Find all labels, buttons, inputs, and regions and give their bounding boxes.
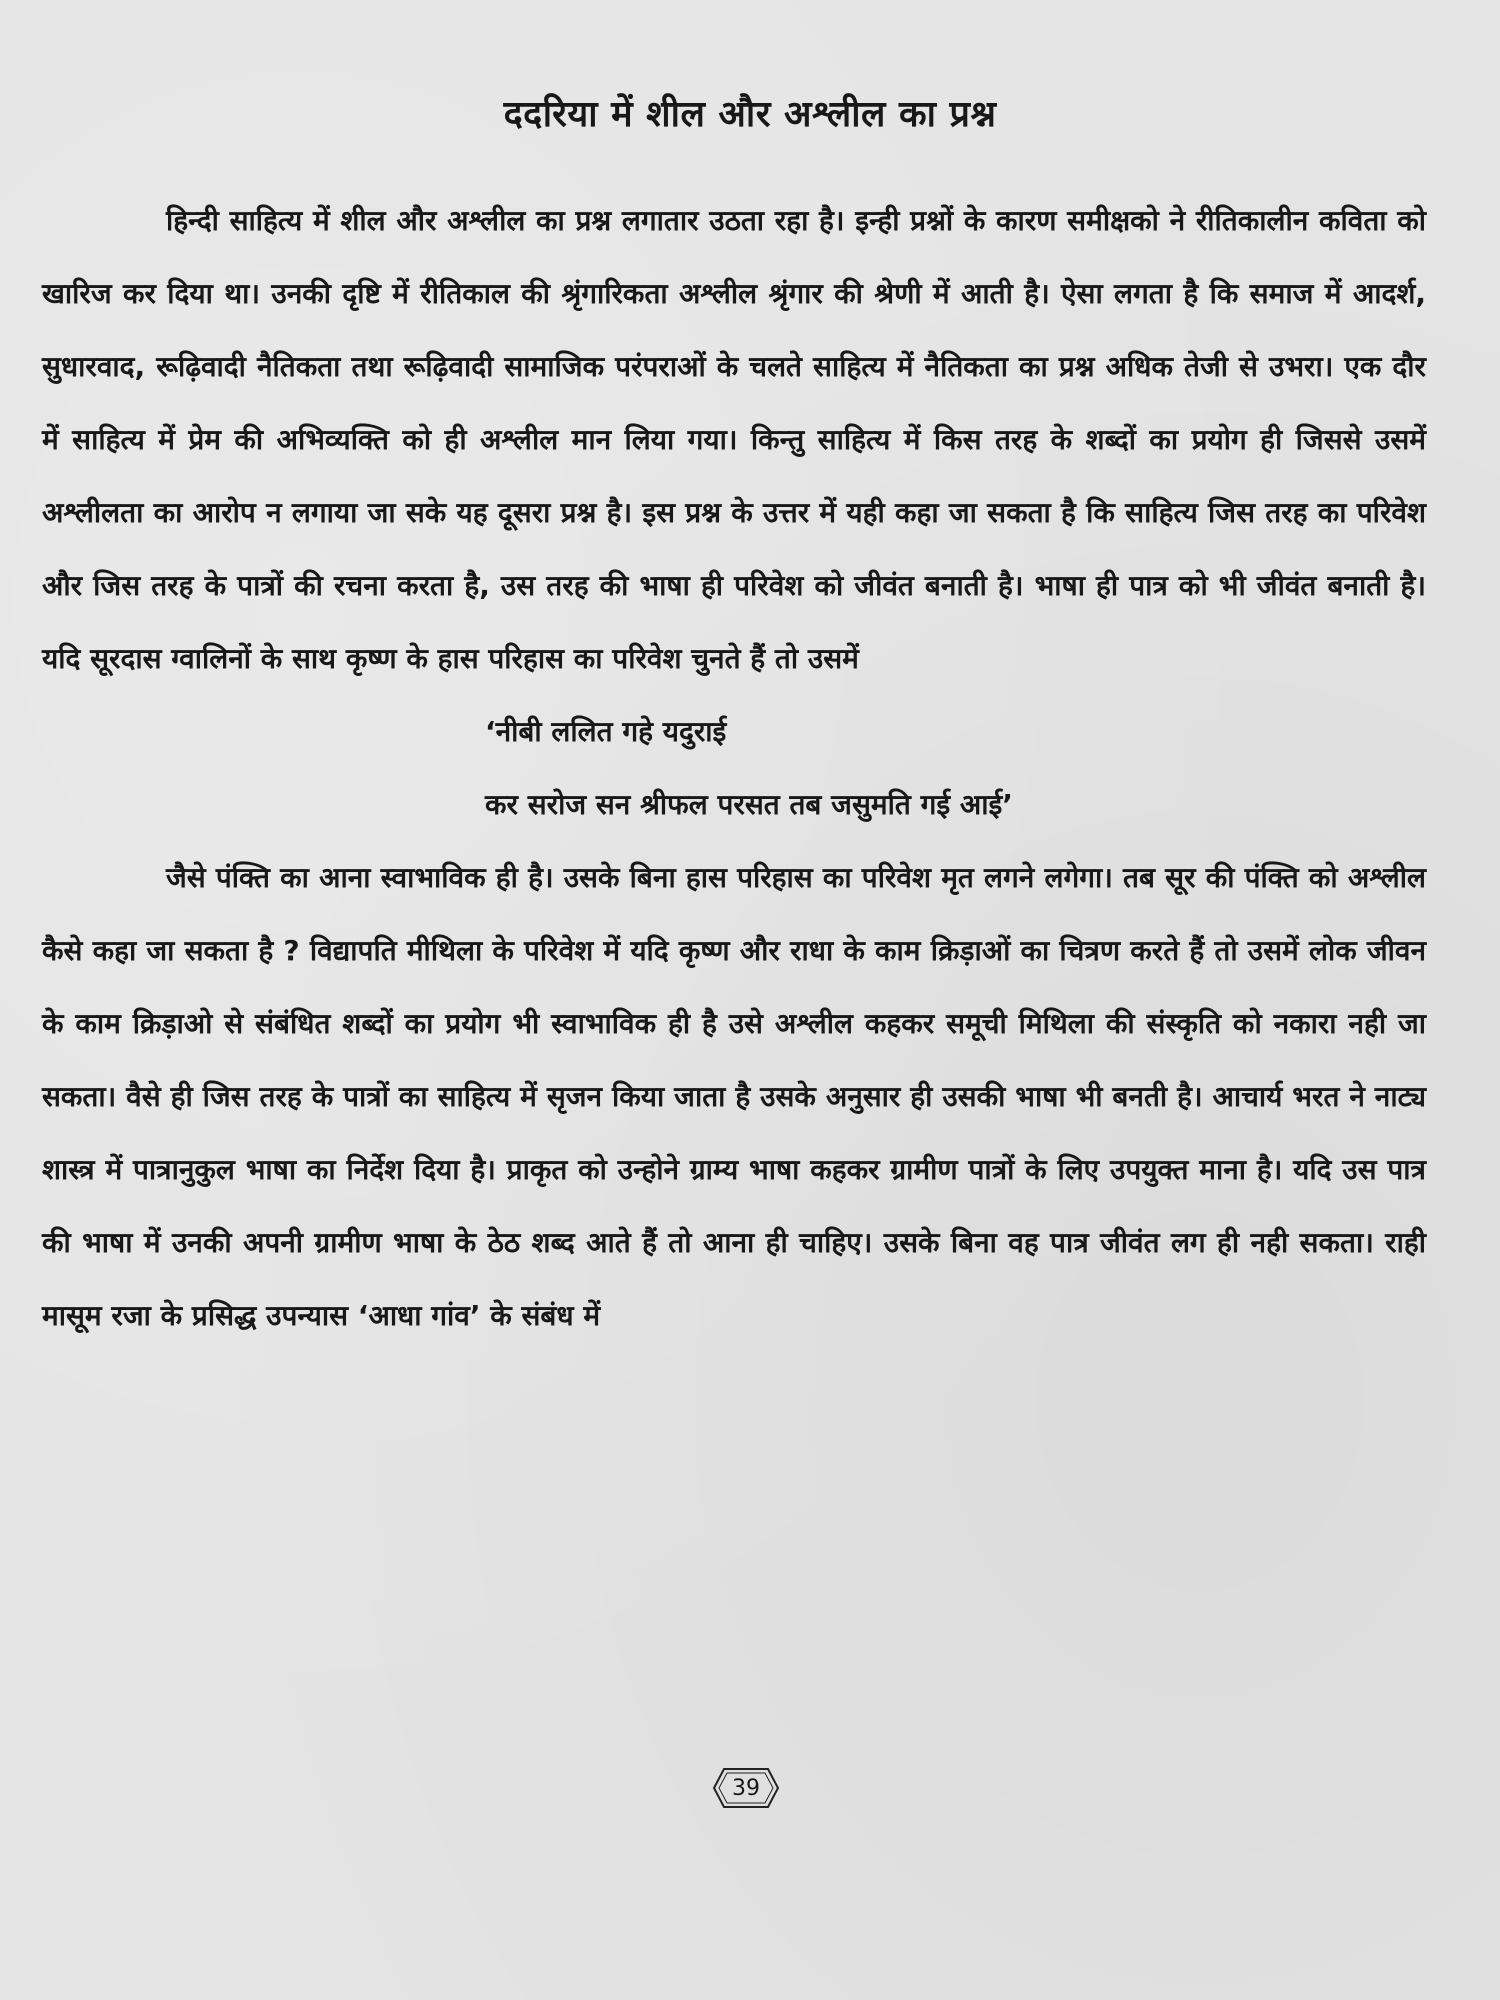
verse-quote <box>42 695 1426 841</box>
verse-line-1: ‘नीबी ललित गहे यदुराई <box>485 715 727 748</box>
paragraph-2: जैसे पंक्ति का आना स्वाभाविक ही है। उसके बिना हास परिहास का परिवेश मृत लगने लगेगा। तब सूर की पंक्ति को अश्लील कैसे कहा जा सकता है ? विद्यापति मीथिला के परिवेश में यदि कृष्ण और राधा के काम क्रिड़ाओं का चित्रण करते हैं तो उसमें लोक जीवन के काम क्रिड़ाओ से संबंधित शब्दों का प्रयोग भी स्वाभाविक ही है उसे अश्लील कहकर समूची मिथिला की संस्कृति को नकारा नही जा सकता। वैसे ही जिस तरह के पात्रों का साहित्य में सृजन किया जाता है उसके अनुसार ही उसकी भाषा भी बनती है। आचार्य भरत ने नाट्य शास्त्र में पात्रानुकुल भाषा का निर्देश दिया है। प्राकृत को उन्होने ग्राम्य भाषा कहकर ग्रामीण पात्रों के लिए उपयुक्त माना है। यदि उस पात्र की भाषा में उनकी अपनी ग्रामीण भाषा के ठेठ शब्द आते हैं तो आना ही चाहिए। उसके बिना वह पात्र जीवंत लग ही नही सकता। राही मासूम रजा के प्रसिद्ध उपन्यास ‘आधा गांव’ के संबंध में <box>42 861 1426 1332</box>
page-number: 39 <box>732 1775 760 1801</box>
chapter-title: ददरिया में शील और अश्लील का प्रश्न <box>503 94 997 135</box>
page-number-badge <box>712 1766 780 1810</box>
paragraph-1: हिन्दी साहित्य में शील और अश्लील का प्रश्न लगातार उठता रहा है। इन्ही प्रश्नों के कारण समीक्षको ने रीतिकालीन कविता को खारिज कर दिया था। उनकी दृष्टि में रीतिकाल की श्रृंगारिकता अश्लील श्रृंगार की श्रेणी में आती है। ऐसा लगता है कि समाज में आदर्श, सुधारवाद, रूढ़िवादी नैतिकता तथा रूढ़िवादी सामाजिक परंपराओं के चलते साहित्य में नैतिकता का प्रश्न अधिक तेजी से उभरा। एक दौर में साहित्य में प्रेम की अभिव्यक्ति को ही अश्लील मान लिया गया। किन्तु साहित्य में किस तरह के शब्दों का प्रयोग ही जिससे उसमें अश्लीलता का आरोप न लगाया जा सके यह दूसरा प्रश्न है। इस प्रश्न के उत्तर में यही कहा जा सकता है कि साहित्य जिस तरह का परिवेश और जिस तरह के पात्रों की रचना करता है, उस तरह की भाषा ही परिवेश को जीवंत बनाती है। भाषा ही पात्र को भी जीवंत बनाती है। यदि सूरदास ग्वालिनों के साथ कृष्ण के हास परिहास का परिवेश चुनते हैं तो उसमें <box>42 204 1426 675</box>
verse-line-2: कर सरोज सन श्रीफल परसत तब जसुमति गई आई’ <box>485 788 1013 821</box>
body-text <box>42 184 1426 1352</box>
